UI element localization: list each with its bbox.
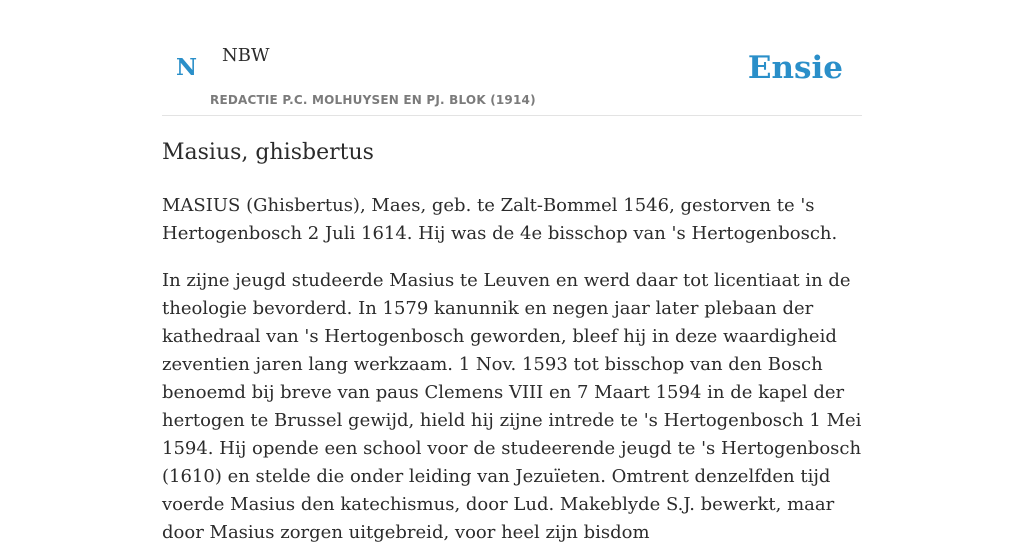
article-paragraph-2: In zijne jeugd studeerde Masius te Leuven en werd daar tot licentiaat in de theologie bevorderd. In 1579 kanunnik en negen jaar later plebaan der kathedraal van 's Hertogenbosch geworden, bleef hij in deze waardigheid zeventien jaren lang werkzaam. 1 Nov. 1593 tot bisschop van den Bosch benoemd bij breve van paus Clemens VIII en 7 Maart 1594 in de kapel der hertogen te Brussel gewijd, hield hij zijne intrede te 's Hertogenbosch 1 Mei 1594. Hij opende een school voor de studeerende jeugd te 's Hertogenbosch (1610) en stelde die onder leiding van Jezuïeten. Omtrent denzelfden tijd voerde Masius den katechismus, door Lud. Makeblyde S.J. bewerkt, maar door Masius zorgen uitgebreid, voor heel zijn bisdom — [162, 270, 862, 543]
source-name: NBW — [222, 45, 270, 66]
page-title: Masius, ghisbertus — [162, 140, 374, 165]
brand-logo-link[interactable]: Ensie — [747, 50, 843, 86]
article-page — [162, 0, 862, 543]
source-logo-icon: N — [176, 54, 198, 81]
editors-line: REDACTIE P.C. MOLHUYSEN EN PJ. BLOK (1914) — [210, 93, 536, 107]
article-paragraph-1: MASIUS (Ghisbertus), Maes, geb. te Zalt-Bommel 1546, gestorven te 's Hertogenbosch 2 Juli 1614. Hij was de 4e bisschop van 's Hertogenbosch. — [162, 195, 838, 244]
header — [162, 0, 862, 116]
